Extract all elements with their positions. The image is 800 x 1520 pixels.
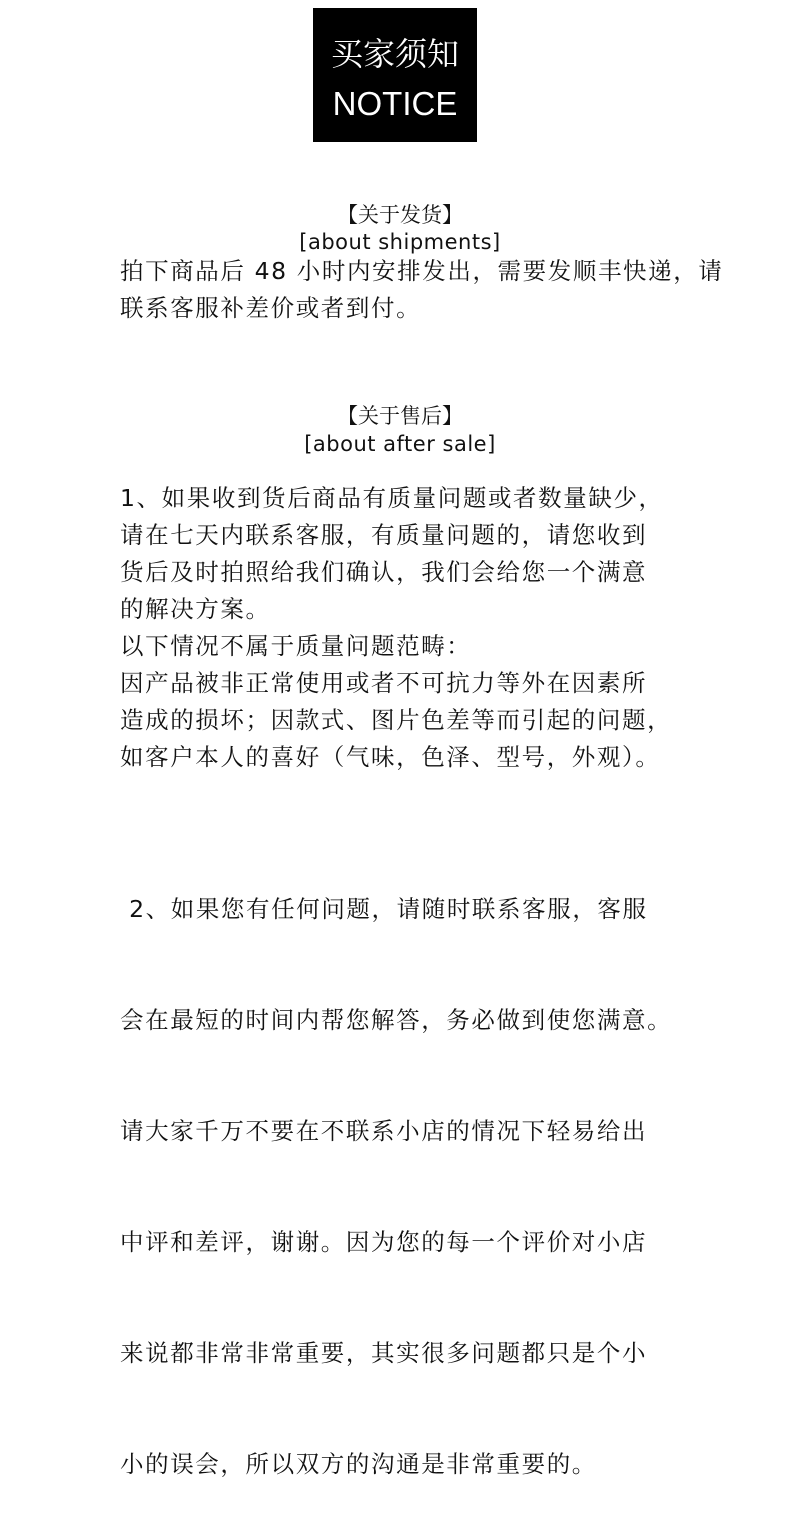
text-line: 如客户本人的喜好（气味，色泽、型号，外观）。 (120, 743, 661, 771)
badge-title-cn: 买家须知 (330, 35, 459, 73)
text-line: 来说都非常非常重要，其实很多问题都只是个小 (120, 1339, 648, 1367)
after-sale-heading-cn: 【关于售后】 (337, 404, 463, 428)
text-line: 中评和差评，谢谢。因为您的每一个评价对小店 (120, 1228, 648, 1256)
text-line: 联系客服补差价或者到付。 (120, 294, 422, 322)
text-line: 造成的损坏；因款式、图片色差等而引起的问题， (120, 706, 673, 734)
text-line: 的解决方案。 (120, 595, 271, 623)
text-line: 会在最短的时间内帮您解答，务必做到使您满意。 (120, 1006, 673, 1034)
text-line: 2、如果您有任何问题，请随时联系客服，客服 (120, 895, 648, 923)
text-line: 小的误会，所以双方的沟通是非常重要的。 (120, 1450, 597, 1478)
text-line: 货后及时拍照给我们确认，我们会给您一个满意 (120, 558, 648, 586)
text-line: 1、如果收到货后商品有质量问题或者数量缺少， (120, 484, 664, 512)
text-line: 以下情况不属于质量问题范畴： (120, 632, 472, 660)
text-line: 拍下商品后 48 小时内安排发出，需要发顺丰快递，请 (120, 257, 724, 285)
after-sale-section-2 (120, 817, 740, 1520)
after-sale-heading-en: [about after sale] (304, 432, 496, 456)
after-sale-section-1 (120, 480, 740, 776)
shipping-heading-cn: 【关于发货】 (337, 203, 463, 227)
notice-badge (313, 8, 477, 142)
text-line: 请大家千万不要在不联系小店的情况下轻易给出 (120, 1117, 648, 1145)
text-line: 因产品被非正常使用或者不可抗力等外在因素所 (120, 669, 648, 697)
badge-title-en: NOTICE (332, 85, 458, 122)
text-line: 请在七天内联系客服，有质量问题的，请您收到 (120, 521, 648, 549)
shipping-paragraph (120, 253, 740, 327)
shipping-heading-en: [about shipments] (299, 230, 501, 254)
